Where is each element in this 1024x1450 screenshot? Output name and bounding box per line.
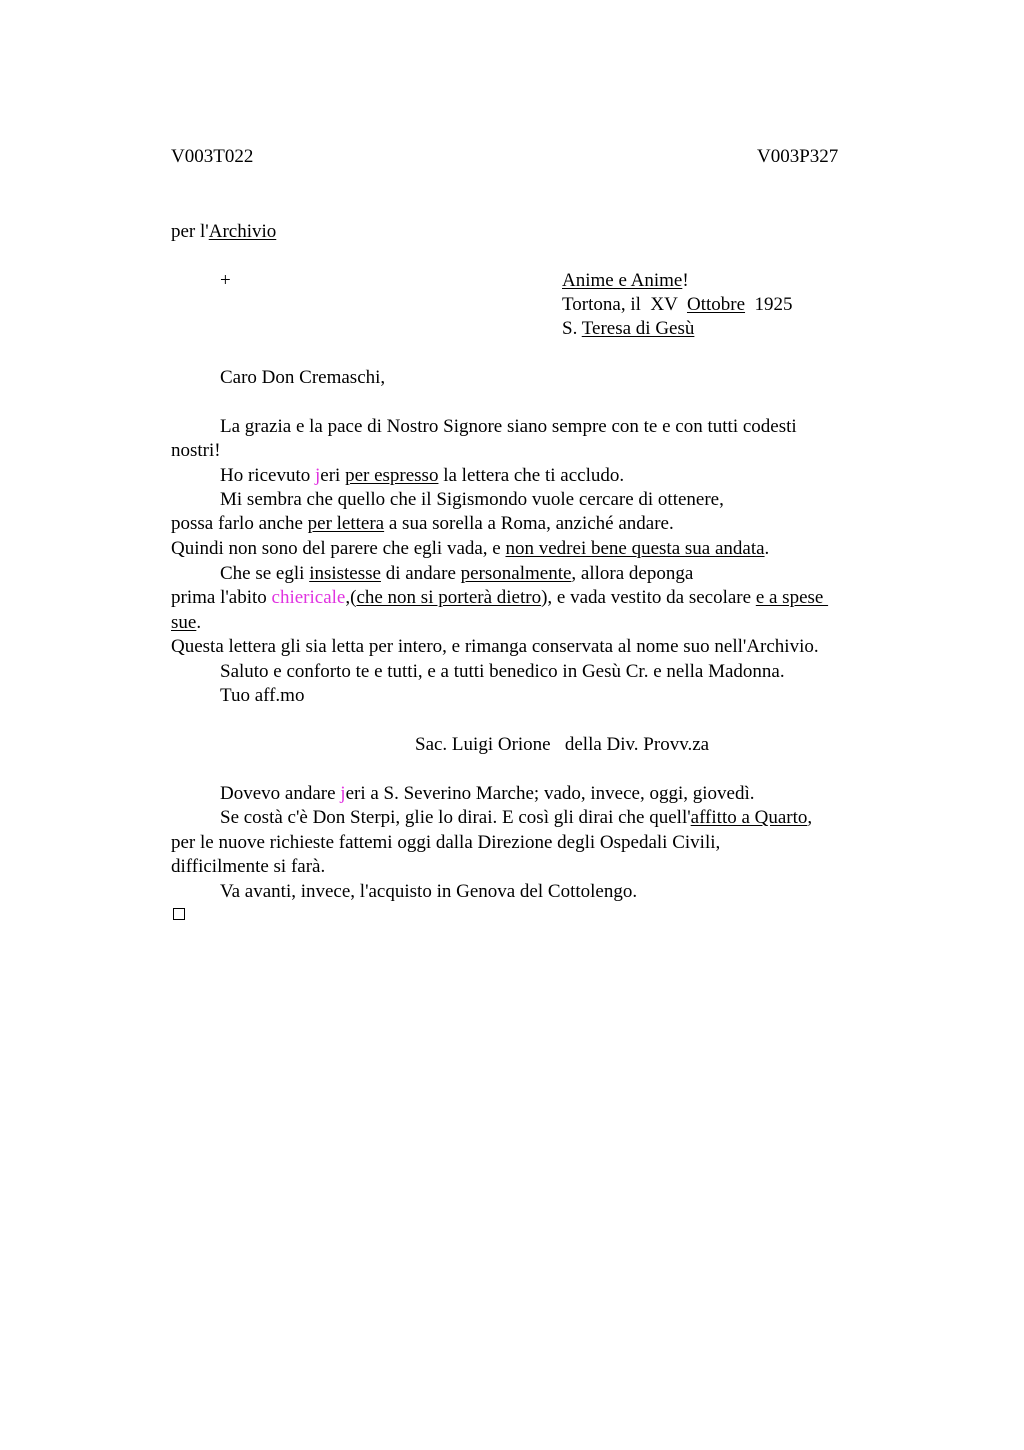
postscript-line	[220, 782, 754, 806]
body-line: La grazia e la pace di Nostro Signore siano sempre con te e con tutti codesti	[220, 416, 797, 437]
body-line: Questa lettera gli sia letta per intero, e rimanga conservata al nome suo nell'Archivio.	[171, 636, 819, 657]
text-run: a sua sorella a Roma, anziché andare.	[384, 513, 674, 534]
motto-tail: !	[682, 270, 689, 291]
body-line	[171, 512, 674, 536]
archive-note	[171, 220, 276, 244]
text-run: ), e vada vestito da secolare	[541, 587, 756, 608]
text-run: .	[196, 612, 202, 633]
text-run: eri a S. Severino Marche; vado, invece, oggi, giovedì.	[345, 783, 755, 804]
body-line	[171, 537, 769, 561]
motto	[562, 269, 689, 293]
body-line	[220, 464, 624, 488]
saint-name: Teresa di Gesù	[581, 318, 695, 339]
postscript-line: per le nuove richieste fattemi oggi dalla Direzione degli Ospedali Civili,	[171, 832, 721, 853]
date-year: 1925	[745, 294, 793, 315]
motto-text: Anime e Anime	[562, 270, 683, 291]
text-run: ,	[807, 807, 813, 828]
underlined-run: non vedrei bene questa sua andata	[505, 538, 765, 559]
text-run: Ho ricevuto	[220, 465, 315, 486]
text-run: , allora deponga	[571, 563, 694, 584]
underlined-run: insistesse	[309, 563, 381, 584]
saint-line	[562, 317, 694, 341]
underlined-run: affitto a Quarto	[690, 807, 808, 828]
underlined-run: per lettera	[307, 513, 385, 534]
text-run: eri	[320, 465, 346, 486]
highlight-run: j	[340, 783, 346, 804]
postscript-line	[220, 806, 812, 830]
text-run: ,(	[345, 587, 357, 608]
underlined-run: sue	[171, 612, 197, 633]
postscript-line: difficilmente si farà.	[171, 856, 326, 877]
saint-prefix: S.	[562, 318, 582, 339]
text-run: Che se egli	[220, 563, 310, 584]
closing: Tuo aff.mo	[220, 685, 305, 706]
text-run: .	[764, 538, 770, 559]
text-run: prima l'abito	[171, 587, 272, 608]
page-code: V003P327	[757, 146, 839, 167]
body-line: Saluto e conforto te e tutti, e a tutti benedico in Gesù Cr. e nella Madonna.	[220, 661, 785, 682]
text-run: Se costà c'è Don Sterpi, glie lo dirai. E così gli dirai che quell'	[220, 807, 691, 828]
underlined-run: che non si porterà dietro	[356, 587, 542, 608]
body-line	[220, 562, 693, 586]
date-line	[562, 293, 793, 317]
empty-square-icon	[173, 908, 185, 920]
highlight-run: j	[314, 465, 321, 486]
text-run: Quindi non sono del parere che egli vada, e	[171, 538, 506, 559]
salutation: Caro Don Cremaschi,	[220, 367, 386, 388]
doc-code: V003T022	[171, 146, 254, 167]
body-line: nostri!	[171, 440, 221, 461]
signature: Sac. Luigi Orione della Div. Provv.za	[415, 734, 710, 755]
date-month: Ottobre	[686, 294, 746, 315]
date-place: Tortona, il XV	[562, 294, 687, 315]
archive-link: Archivio	[208, 221, 277, 242]
text-run: di andare	[380, 563, 461, 584]
cross-icon: +	[220, 270, 231, 291]
body-line	[171, 611, 201, 635]
underlined-run: e a spese	[755, 587, 829, 608]
underlined-run: per espresso	[345, 465, 439, 486]
body-line	[171, 586, 828, 610]
highlight-run: chiericale	[271, 587, 346, 608]
underlined-run: personalmente	[460, 563, 572, 584]
text-run: la lettera che ti accludo.	[438, 465, 625, 486]
body-line: Mi sembra che quello che il Sigismondo vuole cercare di ottenere,	[220, 489, 724, 510]
text-run: Dovevo andare	[220, 783, 341, 804]
postscript-line: Va avanti, invece, l'acquisto in Genova del Cottolengo.	[220, 881, 638, 902]
text-run: possa farlo anche	[171, 513, 308, 534]
archive-prefix: per l'	[171, 221, 209, 242]
